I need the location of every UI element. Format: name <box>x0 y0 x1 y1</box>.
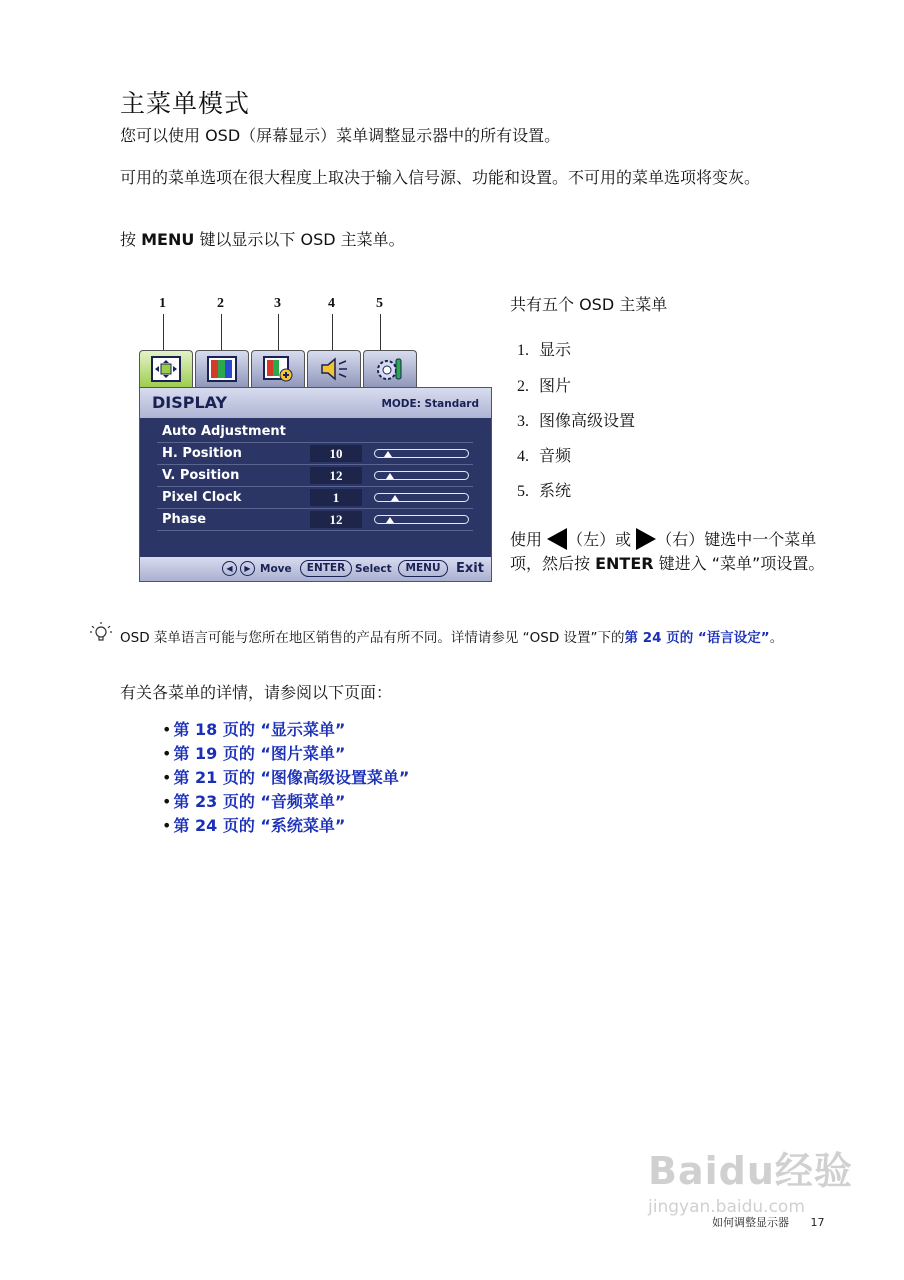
callout-line-2 <box>221 314 222 354</box>
bullet: • <box>162 744 172 763</box>
osd-row-auto-adjustment[interactable] <box>157 421 473 443</box>
reference-link[interactable]: 第 24 页的 “系统菜单” <box>173 816 346 835</box>
osd-slider-thumb[interactable] <box>386 473 394 479</box>
tip-language-link[interactable]: 第 24 页的 “语言设定” <box>624 630 770 646</box>
availability-paragraph: 可用的菜单选项在很大程度上取决于输入信号源、功能和设置。不可用的菜单选项将变灰。 <box>120 168 761 187</box>
reference-list <box>162 718 409 838</box>
osd-row-h-position[interactable] <box>157 443 473 465</box>
osd-row-phase[interactable] <box>157 509 473 531</box>
item-number: 2. <box>517 378 529 395</box>
right-arrow-icon[interactable]: ▶ <box>240 561 255 576</box>
osd-row-value: 1 <box>332 490 340 505</box>
osd-row-v-position[interactable] <box>157 465 473 487</box>
left-arrow-icon[interactable]: ◀ <box>222 561 237 576</box>
reference-item <box>162 742 409 766</box>
page-title: 主菜单模式 <box>120 89 251 118</box>
main-menu-item <box>517 373 571 396</box>
display-icon <box>151 356 181 382</box>
nav-left: （左）或 <box>567 530 637 549</box>
picture-advanced-icon <box>263 356 293 382</box>
tip-end: 。 <box>769 630 784 646</box>
osd-slider[interactable] <box>374 493 469 502</box>
osd-settings-list <box>157 421 473 531</box>
menu-key-paragraph <box>120 229 820 250</box>
bullet: • <box>162 768 172 787</box>
item-number: 4. <box>517 448 529 465</box>
callout-3: 3 <box>274 296 281 311</box>
item-label: 显示 <box>539 340 572 359</box>
reference-link[interactable]: 第 18 页的 “显示菜单” <box>173 720 346 739</box>
main-menu-item <box>517 443 571 466</box>
item-label: 图片 <box>539 376 572 395</box>
menu-button[interactable]: MENU <box>398 560 448 577</box>
picture-icon <box>207 356 237 382</box>
main-menu-item <box>517 408 635 431</box>
tab-display[interactable] <box>139 350 193 388</box>
page-number: 17 <box>810 1216 825 1229</box>
tab-system[interactable] <box>363 350 417 388</box>
reference-item <box>162 718 409 742</box>
tab-audio[interactable] <box>307 350 361 388</box>
lightbulb-icon <box>88 620 114 646</box>
callout-line-3 <box>278 314 279 354</box>
menu-key-prefix: 按 <box>120 230 142 249</box>
tab-picture[interactable] <box>195 350 249 388</box>
speaker-icon <box>319 356 349 382</box>
osd-slider-thumb[interactable] <box>386 517 394 523</box>
bullet: • <box>162 720 172 739</box>
osd-footer <box>140 557 491 581</box>
see-also-text: 有关各菜单的详情，请参阅以下页面： <box>120 683 393 702</box>
osd-row-pixel-clock[interactable] <box>157 487 473 509</box>
osd-row-label: Phase <box>162 512 207 527</box>
osd-row-value: 12 <box>329 512 343 527</box>
nav-use: 使用 <box>510 530 548 549</box>
page-footer <box>712 1214 825 1230</box>
callout-5: 5 <box>376 296 383 311</box>
reference-link[interactable]: 第 23 页的 “音频菜单” <box>173 792 346 811</box>
osd-row-label: Auto Adjustment <box>162 424 286 439</box>
system-settings-icon <box>375 356 405 382</box>
move-label: Move <box>260 563 292 575</box>
bullet: • <box>162 792 172 811</box>
tip-note <box>120 628 848 649</box>
enter-button[interactable]: ENTER <box>300 560 352 577</box>
item-label: 音频 <box>539 446 572 465</box>
navigation-instruction <box>510 528 840 576</box>
intro-paragraph: 您可以使用 OSD（屏幕显示）菜单调整显示器中的所有设置。 <box>120 126 561 145</box>
reference-item <box>162 814 409 838</box>
menu-key-label: MENU <box>141 230 195 249</box>
osd-row-value: 12 <box>329 468 343 483</box>
select-label: Select <box>355 563 392 575</box>
main-menus-intro: 共有五个 OSD 主菜单 <box>510 295 668 314</box>
callout-4: 4 <box>328 296 335 311</box>
baidu-watermark <box>648 1140 853 1217</box>
item-label: 系统 <box>539 481 572 500</box>
item-number: 1. <box>517 342 529 359</box>
right-triangle-icon <box>636 528 656 550</box>
osd-title: DISPLAY <box>152 393 228 412</box>
callout-2: 2 <box>217 296 224 311</box>
callout-line-4 <box>332 314 333 354</box>
tab-picture-advanced[interactable] <box>251 350 305 388</box>
reference-item <box>162 790 409 814</box>
watermark-brand: Baidu经验 <box>648 1149 853 1193</box>
callout-line-1 <box>163 314 164 354</box>
reference-link[interactable]: 第 19 页的 “图片菜单” <box>173 744 346 763</box>
nav-rest: 键进入 “菜单”项设置。 <box>653 554 825 573</box>
osd-row-label: H. Position <box>162 446 242 461</box>
osd-mode: MODE: Standard <box>381 398 479 410</box>
osd-row-label: Pixel Clock <box>162 490 242 505</box>
bullet: • <box>162 816 172 835</box>
item-label: 图像高级设置 <box>539 411 636 430</box>
left-triangle-icon <box>547 528 567 550</box>
osd-menu <box>139 350 492 582</box>
watermark-url: jingyan.baidu.com <box>648 1197 805 1217</box>
main-menu-item <box>517 478 571 501</box>
main-menu-item <box>517 337 571 360</box>
osd-panel <box>139 387 492 582</box>
callout-1: 1 <box>159 296 166 311</box>
exit-label: Exit <box>456 561 484 576</box>
osd-header <box>140 388 491 418</box>
osd-row-value: 10 <box>329 446 343 461</box>
item-number: 3. <box>517 413 529 430</box>
osd-row-label: V. Position <box>162 468 240 483</box>
nav-right: （右）键选中一个菜单项，然后按 <box>510 530 817 573</box>
reference-link[interactable]: 第 21 页的 “图像高级设置菜单” <box>173 768 410 787</box>
item-number: 5. <box>517 483 529 500</box>
footer-section: 如何调整显示器 <box>712 1216 789 1229</box>
osd-slider-thumb[interactable] <box>384 451 392 457</box>
tip-text: OSD 菜单语言可能与您所在地区销售的产品有所不同。详情请参见 “OSD 设置”下的 <box>120 630 625 646</box>
menu-key-suffix: 键以显示以下 OSD 主菜单。 <box>194 230 405 249</box>
nav-enter-key: ENTER <box>595 554 654 573</box>
reference-item <box>162 766 409 790</box>
callout-line-5 <box>380 314 381 354</box>
osd-slider-thumb[interactable] <box>391 495 399 501</box>
